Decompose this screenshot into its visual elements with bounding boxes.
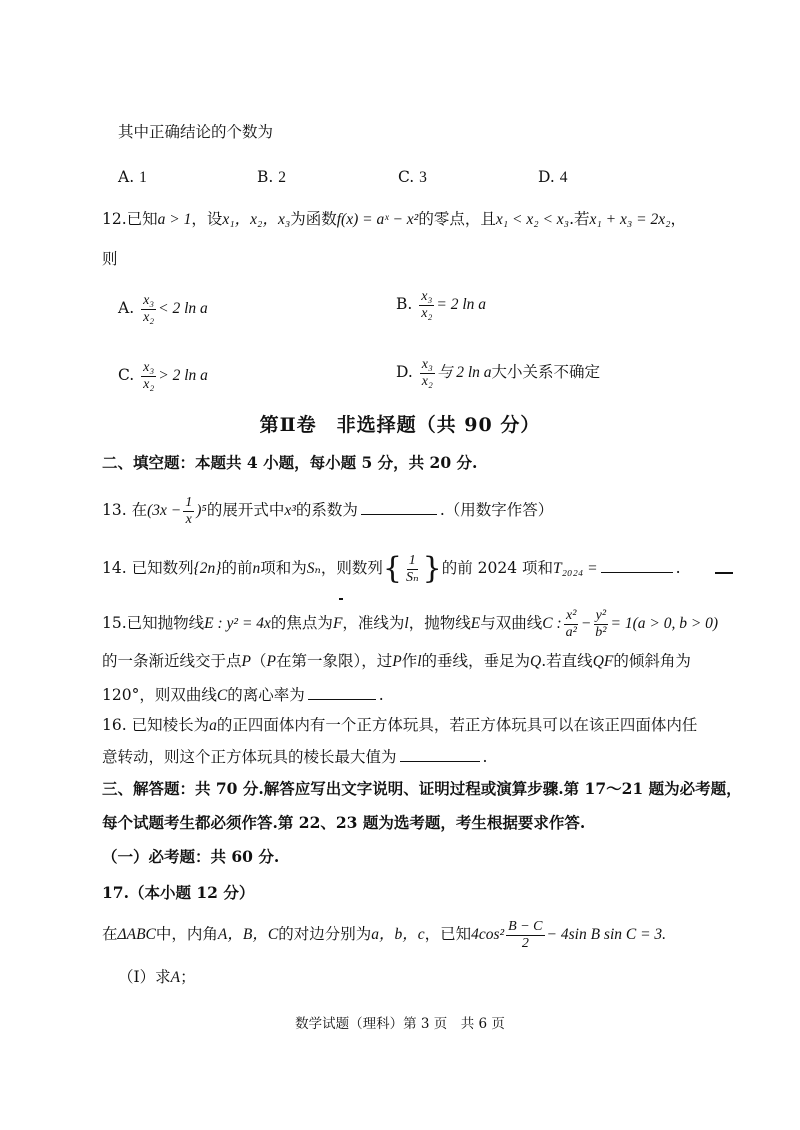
question-17-part-1: （Ⅰ）求A； <box>118 968 196 986</box>
question-15-line-3: 120°，则双曲线C的离心率为 . <box>102 686 384 704</box>
answer-blank[interactable] <box>601 558 673 573</box>
fraction: $\frac{1}{\text{Sₙ}}$ <box>405 552 419 585</box>
question-16-line-1: 16. 已知棱长为a的正四面体内有一个正方体玩具，若正方体玩具可以在该正四面体内任 <box>102 716 698 734</box>
question-15-line-1: 15.已知抛物线E : y² = 4x的焦点为F，准线为l，抛物线E与双曲线C : $\frac{\text{x²}}{\text{a²}}$ − $\frac{\text{y²}}{\text{b²}}$ = 1(a > 0, b > 0) <box>102 607 719 640</box>
fraction: $\frac{\text{x²}}{\text{a²}}$ <box>565 607 577 640</box>
question-12-stem: 12.已知a > 1，设x₁，x₂，x₃为函数f(x) = aˣ − x²的零点，且x₁ < x₂ < x₃.若x₁ + x₃ = 2x₂， <box>102 210 687 228</box>
answer-blank[interactable] <box>361 500 437 515</box>
right-brace-icon: } <box>422 551 442 586</box>
fraction: $\frac{\text{x₃}}{\text{x₂}}$ <box>421 356 433 389</box>
question-14: 14. 已知数列{2n}的前n项和为Sₙ，则数列{ $\frac{1}{\text{Sₙ}}$ }的前 2024 项和T₂₀₂₄ = . <box>102 551 681 586</box>
page-footer: 数学试题（理科）第 3 页 共 6 页 <box>295 1016 505 1032</box>
section-3-heading-line-1: 三、解答题：共 70 分.解答应写出文字说明、证明过程或演算步骤.第 17～21 题为必考题， <box>102 779 742 798</box>
question-12-option-d: D. $\frac{\text{x₃}}{\text{x₂}}$ 与 2 ln a大小关系不确定 <box>396 356 601 389</box>
question-17-stem: 在ΔABC中，内角A，B，C的对边分别为a，b，c，已知4cos² $\frac{B - C}{2}$ − 4sin B sin C = 3. <box>102 918 667 951</box>
section-3-heading-line-2: 每个试题考生都必须作答.第 22、23 题为选考题，考生根据要求作答. <box>102 813 586 832</box>
question-12-option-c: C. $\frac{\text{x₃}}{\text{x₂}}$ > 2 ln a <box>118 359 208 392</box>
margin-mark <box>715 572 733 574</box>
answer-blank[interactable] <box>400 747 480 762</box>
answer-blank[interactable] <box>308 685 376 700</box>
fraction: $\frac{B - C}{2}$ <box>508 918 543 951</box>
question-12-continuation: 则 <box>102 250 118 268</box>
question-16-line-2: 意转动，则这个正方体玩具的棱长最大值为 . <box>102 748 488 766</box>
prev-option-b: B. 2 <box>257 168 287 186</box>
fraction: $\frac{1}{x}$ <box>185 494 193 527</box>
prev-option-d: D. 4 <box>538 168 568 186</box>
part-2-title: 第Ⅱ卷 非选择题（共 90 分） <box>259 414 541 436</box>
question-13: 13. 在(3x − $\frac{1}{x}$ )⁵的展开式中x³的系数为 .（用数字作答） <box>102 494 554 527</box>
question-17-header: 17.（本小题 12 分） <box>102 883 255 902</box>
fraction: $\frac{\text{y²}}{\text{b²}}$ <box>595 607 607 640</box>
required-questions-heading: （一）必考题：共 60 分. <box>102 847 280 866</box>
prev-option-a: A. 1 <box>118 168 147 186</box>
fraction: $\frac{\text{x₃}}{\text{x₂}}$ <box>143 292 155 325</box>
fraction: $\frac{\text{x₃}}{\text{x₂}}$ <box>143 359 155 392</box>
margin-mark <box>339 598 343 600</box>
section-2-heading: 二、填空题：本题共 4 小题，每小题 5 分，共 20 分. <box>102 453 478 472</box>
prev-question-stem: 其中正确结论的个数为 <box>118 123 274 141</box>
question-12-option-b: B. $\frac{\text{x₃}}{\text{x₂}}$ = 2 ln a <box>396 288 487 321</box>
question-15-line-2: 的一条渐近线交于点P（P在第一象限），过P作l的垂线，垂足为Q.若直线QF的倾斜角为 <box>102 652 691 670</box>
fraction: $\frac{\text{x₃}}{\text{x₂}}$ <box>421 288 433 321</box>
left-brace-icon: { <box>382 551 402 586</box>
prev-option-c: C. 3 <box>398 168 427 186</box>
question-12-option-a: A. $\frac{\text{x₃}}{\text{x₂}}$ < 2 ln a <box>118 292 208 325</box>
